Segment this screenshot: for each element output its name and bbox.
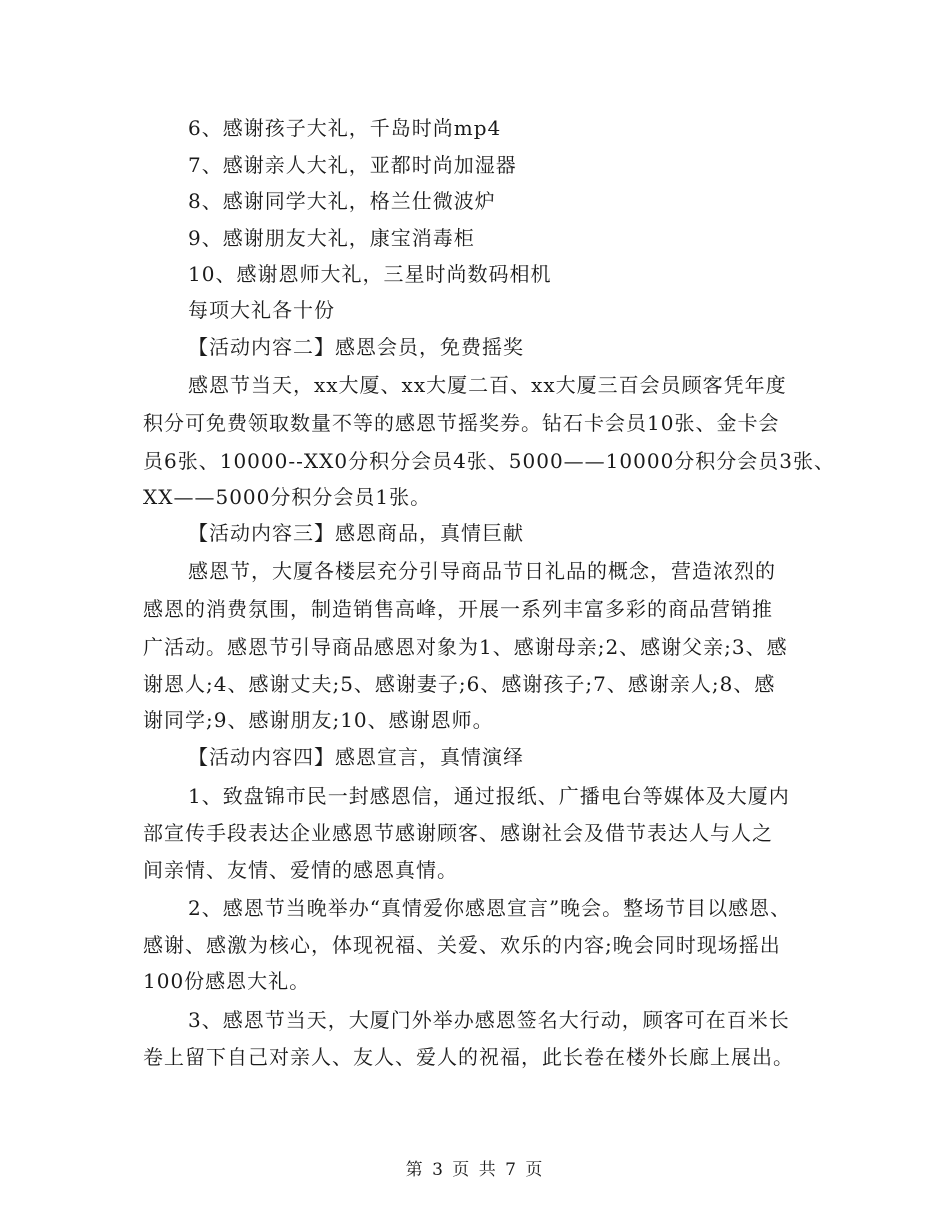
- prize-item: 9、感谢朋友大礼，康宝消毒柜: [188, 226, 475, 250]
- paragraph-line: 谢同学;9、感谢朋友;10、感谢恩师。: [143, 708, 494, 732]
- section-heading: 【活动内容四】感恩宣言，真情演绎: [188, 745, 524, 769]
- section-heading: 【活动内容三】感恩商品，真情巨献: [188, 521, 524, 545]
- page-number-footer: 第 3 页 共 7 页: [405, 1160, 545, 1180]
- paragraph-line: 2、感恩节当晚举办“真情爱你感恩宣言”晚会。整场节目以感恩、: [188, 896, 792, 920]
- paragraph-line: XX——5000分积分会员1张。: [143, 485, 432, 509]
- paragraph-line: 1、致盘锦市民一封感恩信，通过报纸、广播电台等媒体及大厦内: [188, 784, 790, 808]
- section-heading: 【活动内容二】感恩会员，免费摇奖: [188, 335, 524, 359]
- paragraph-line: 谢恩人;4、感谢丈夫;5、感谢妻子;6、感谢孩子;7、感谢亲人;8、感: [143, 672, 776, 696]
- paragraph-line: 间亲情、友情、爱情的感恩真情。: [143, 858, 458, 882]
- prize-note: 每项大礼各十份: [188, 298, 335, 322]
- prize-item: 6、感谢孩子大礼，千岛时尚mp4: [188, 116, 502, 140]
- prize-item: 7、感谢亲人大礼，亚都时尚加湿器: [188, 153, 517, 177]
- paragraph-line: 100份感恩大礼。: [143, 969, 311, 993]
- paragraph-line: 3、感恩节当天，大厦门外举办感恩签名大行动，顾客可在百米长: [188, 1008, 790, 1032]
- prize-item: 8、感谢同学大礼，格兰仕微波炉: [188, 189, 496, 213]
- paragraph-line: 卷上留下自己对亲人、友人、爱人的祝福，此长卷在楼外长廊上展出。: [143, 1045, 794, 1069]
- paragraph-line: 部宣传手段表达企业感恩节感谢顾客、感谢社会及借节表达人与人之: [143, 821, 773, 845]
- prize-item: 10、感谢恩师大礼，三星时尚数码相机: [188, 262, 552, 286]
- paragraph-line: 感恩节，大厦各楼层充分引导商品节日礼品的概念，营造浓烈的: [188, 559, 776, 583]
- paragraph-line: 感恩节当天，xx大厦、xx大厦二百、xx大厦三百会员顾客凭年度: [188, 373, 787, 397]
- paragraph-line: 感谢、感激为核心，体现祝福、关爱、欢乐的内容;晚会同时现场摇出: [143, 933, 781, 957]
- paragraph-line: 广活动。感恩节引导商品感恩对象为1、感谢母亲;2、感谢父亲;3、感: [143, 635, 788, 659]
- paragraph-line: 感恩的消费氛围，制造销售高峰，开展一系列丰富多彩的商品营销推: [143, 597, 773, 621]
- paragraph-line: 积分可免费领取数量不等的感恩节摇奖券。钻石卡会员10张、金卡会: [143, 411, 780, 435]
- paragraph-line: 员6张、10000--XX0分积分会员4张、5000——10000分积分会员3张、: [143, 449, 836, 473]
